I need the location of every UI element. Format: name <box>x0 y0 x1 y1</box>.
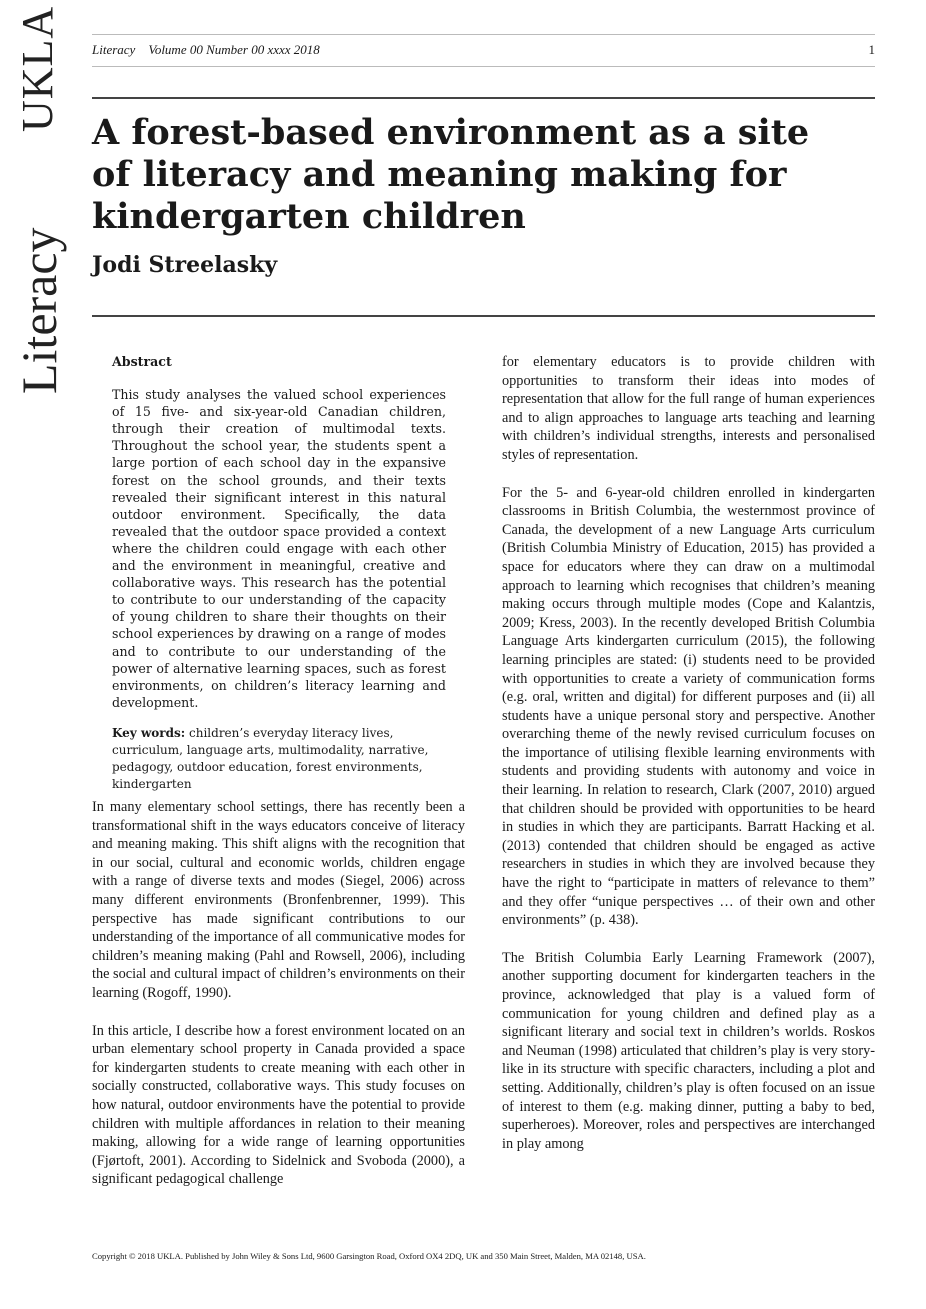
journal-side-title: Literacy <box>11 227 67 394</box>
keywords-list: children’s everyday literacy lives, curriculum, language arts, multimodality, narrative, pedagogy, outdoor education, forest environments, kindergarten <box>112 725 429 791</box>
abstract-heading: Abstract <box>112 354 172 369</box>
title-bottom-rule <box>92 315 875 317</box>
keywords-label: Key words: <box>112 725 186 740</box>
header-bottom-rule <box>92 66 875 67</box>
abstract-text: This study analyses the valued school experiences of 15 five- and six-year-old Canadian children, through their creation of multimodal texts. Throughout the school year, the students spent a large portion of each school day in the expansive forest on the school grounds, and their texts revealed their significant interest in this natural outdoor environment. Specifically, the data revealed that the outdoor space provided a context where the children could engage with each other and the environment in meaningful, creative and collaborative ways. This research has the potential to contribute to our understanding of the capacity of young children to share their thoughts on their school experiences by drawing on a range of modes and to contribute to our understanding of the power of alternative learning spaces, such as forest environments, on children’s literacy learning and development. <box>112 387 446 710</box>
abstract <box>112 353 446 793</box>
running-header <box>92 42 875 58</box>
page-number: 1 <box>868 42 875 57</box>
header-top-rule <box>92 34 875 35</box>
paragraph: The British Columbia Early Learning Framework (2007), another supporting document for kindergarten teachers in the province, acknowledged that play is a valued form of communication for young children and defined play as a significant literary and social text in children’s worlds. Roskos and Neuman (1998) articulated that children’s play is very story-like in its structure with specific characters, including a plot and setting. Additionally, children’s play is often focused on an issue of interest to them (e.g. making dinner, putting a baby to bed, superheroes). Moreover, roles and perspectives are interchanged in play among <box>502 949 875 1152</box>
paragraph: For the 5- and 6-year-old children enrolled in kindergarten classrooms in British Columbia, the westernmost province of Canada, the development of a new Language Arts curriculum (British Columbia Ministry of Education, 2015) has provided a space for educators where they can draw on a multimodal approach to learning which recognises that children’s meaning making occurs through multiple modes (Cope and Kalantzis, 2009; Kress, 2003). In the recently developed British Columbia Language Arts kindergarten curriculum (2015), the following learning principles are stated: (i) students need to be provided with opportunities to create a variety of communication forms (e.g. oral, written and digital) for different purposes and (ii) all students have a unique personal story and perspective. Another overarching theme of the newly revised curriculum focuses on the importance of utilising flexible learning environments with students and providing students with autonomy and voice in their learning. In relation to research, Clark (2007, 2010) argued that children should be provided with opportunities to be heard in studies in which they are participants. Barratt Hacking et al. (2013) contended that children should be engaged as active researchers in studies in which they are involved because they have the right to “participate in matters of relevance to them” and they offer “unique perspectives … of their own and other environments” (p. 438). <box>502 484 875 929</box>
running-head: Literacy Volume 00 Number 00 xxxx 2018 <box>92 42 320 57</box>
paragraph: for elementary educators is to provide children with opportunities to transform their ideas into modes of representation that allow for the full range of human experiences and to align approaches to language arts teaching and learning with children’s individual strengths, interests and personalised styles of representation. <box>502 354 875 463</box>
paragraph: In many elementary school settings, there has recently been a transformational shift in the ways educators conceive of literacy and meaning making. This shift aligns with the recognition that in our social, cultural and economic worlds, children engage with a range of diverse texts and modes (Siegel, 2006) across many different environments (Bronfenbrenner, 1999). This perspective has made significant contributions to our understanding of the importance of all communicative modes for children’s meaning making (Pahl and Rowsell, 2006), including the social and cultural impact of children’s environments on their learning (Rogoff, 1990). <box>92 799 465 1001</box>
article-title: A forest-based environment as a site of literacy and meaning making for kindergarten children <box>92 112 810 237</box>
right-column <box>502 353 875 1172</box>
left-column <box>92 798 465 1208</box>
ukla-logo: UKLA <box>13 5 62 132</box>
title-top-rule <box>92 97 875 99</box>
author-name: Jodi Streelasky <box>92 252 278 278</box>
copyright-footer: Copyright © 2018 UKLA. Published by John Wiley & Sons Ltd, 9600 Garsington Road, Oxford OX4 2DQ, UK and 350 Main Street, Malden, MA 02148, USA. <box>92 1251 646 1261</box>
paragraph: In this article, I describe how a forest environment located on an urban elementary school property in Canada provided a space for kindergarten students to create meaning with each other in socially constructed, collaborative ways. This study focuses on how natural, outdoor environments have the potential to provide children with multiple affordances in relation to their meaning making, allowing for a wide range of learning opportunities (Fjørtoft, 2001). According to Sidelnick and Svoboda (2000), a significant pedagogical challenge <box>92 1022 465 1188</box>
keywords <box>112 725 446 793</box>
